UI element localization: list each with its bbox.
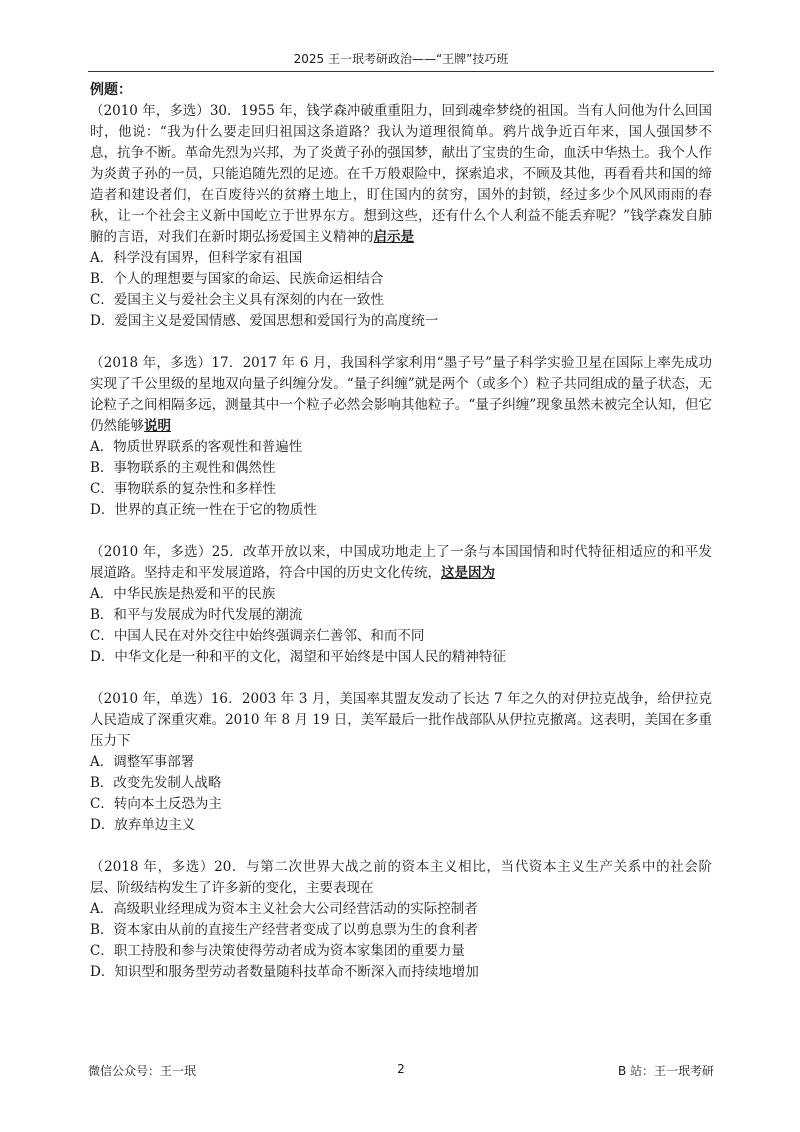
question-stem: （2010 年，多选）30．1955 年，钱学森冲破重重阻力，回到魂牵梦绕的祖国。当有人问他为什么回国时，他说：“我为什么要走回归祖国这条道路？我认为道理很简单。鸦片战争近百年来，国人强国梦不息，抗争不断。革命先烈为兴邦，为了炎黄子孙的强国梦，献出了宝贵的生命，血沃中华热土。我个人作为炎黄子孙的一员，只能追随先烈的足迹。在千万般艰险中，探索追求，不顾及其他，再看看共和国的缔造者和建设者们，在百废待兴的贫瘠土地上，盯住国内的贫穷，国外的封锁，经过多少个风风雨雨的春秋，让一个社会主义新中国屹立于世界东方。想到这些，还有什么个人利益不能丢弃呢？”钱学森发自肺腑的言语，对我们在新时期弘扬爱国主义精神的启示是 [90, 103, 712, 245]
question-5 [90, 857, 712, 983]
page-number: 2 [397, 1062, 405, 1076]
footer-bilibili: B 站：王一珉考研 [617, 1064, 714, 1078]
option-b: B．资本家由从前的直接生产经营者变成了以剪息票为生的食利者 [90, 922, 478, 938]
question-key-phrase: 说明 [144, 418, 171, 434]
question-4 [90, 689, 712, 836]
question-3 [90, 542, 712, 668]
option-c: C．职工持股和参与决策使得劳动者成为资本家集团的重要力量 [90, 943, 465, 959]
option-d: D．放弃单边主义 [90, 817, 196, 833]
question-key-phrase: 启示是 [373, 229, 414, 245]
option-b: B．和平与发展成为时代发展的潮流 [90, 607, 303, 623]
option-c: C．爱国主义与爱社会主义具有深刻的内在一致性 [90, 292, 384, 308]
footer-wechat: 微信公众号：王一珉 [88, 1064, 197, 1078]
option-d: D．知识型和服务型劳动者数量随科技革命不断深入而持续地增加 [90, 964, 479, 980]
option-c: C．转向本土反恐为主 [90, 796, 222, 812]
option-a: A．中华民族是热爱和平的民族 [90, 586, 276, 602]
question-2 [90, 353, 712, 521]
question-1 [90, 101, 712, 332]
question-stem: （2018 年，多选）17．2017 年 6 月，我国科学家利用“墨子号”量子科学实验卫星在国际上率先成功实现了千公里级的星地双向量子纠缠分发。“量子纠缠”就是两个（或多个）粒子共同组成的量子状态，无论粒子之间相隔多远，测量其中一个粒子必然会影响其他粒子。“量子纠缠”现象虽然未被完全认知，但它仍然能够说明 [90, 355, 712, 434]
question-stem: （2010 年，单选）16．2003 年 3 月，美国率其盟友发动了长达 7 年之久的对伊拉克战争，给伊拉克人民造成了深重灾难。2010 年 8 月 19 日，美军最后一批作战部队从伊拉克撤离。这表明，美国在多重压力下 [90, 691, 712, 749]
option-d: D．世界的真正统一性在于它的物质性 [90, 502, 317, 518]
main-content [90, 80, 712, 1004]
question-key-phrase: 这是因为 [441, 565, 495, 581]
option-a: A．科学没有国界，但科学家有祖国 [90, 250, 303, 266]
option-a: A．调整军事部署 [90, 754, 195, 770]
option-a: A．物质世界联系的客观性和普遍性 [90, 439, 303, 455]
page-header [88, 50, 714, 72]
page-footer [88, 1062, 714, 1082]
header-title: 2025 王一珉考研政治——“王牌”技巧班 [293, 52, 509, 66]
option-b: B．改变先发制人战略 [90, 775, 222, 791]
option-b: B．事物联系的主观性和偶然性 [90, 460, 276, 476]
option-b: B．个人的理想要与国家的命运、民族命运相结合 [90, 271, 384, 287]
section-label: 例题： [90, 82, 132, 98]
question-stem: （2018 年，多选）20．与第二次世界大战之前的资本主义相比，当代资本主义生产关系中的社会阶层、阶级结构发生了许多新的变化，主要表现在 [90, 859, 712, 896]
option-d: D．中华文化是一种和平的文化，渴望和平始终是中国人民的精神特征 [90, 649, 506, 665]
option-c: C．中国人民在对外交往中始终强调亲仁善邻、和而不同 [90, 628, 425, 644]
question-stem: （2010 年，多选）25．改革开放以来，中国成功地走上了一条与本国国情和时代特征相适应的和平发展道路。坚持走和平发展道路，符合中国的历史文化传统，这是因为 [90, 544, 712, 581]
option-d: D．爱国主义是爱国情感、爱国思想和爱国行为的高度统一 [90, 313, 439, 329]
option-a: A．高级职业经理成为资本主义社会大公司经营活动的实际控制者 [90, 901, 478, 917]
option-c: C．事物联系的复杂性和多样性 [90, 481, 276, 497]
